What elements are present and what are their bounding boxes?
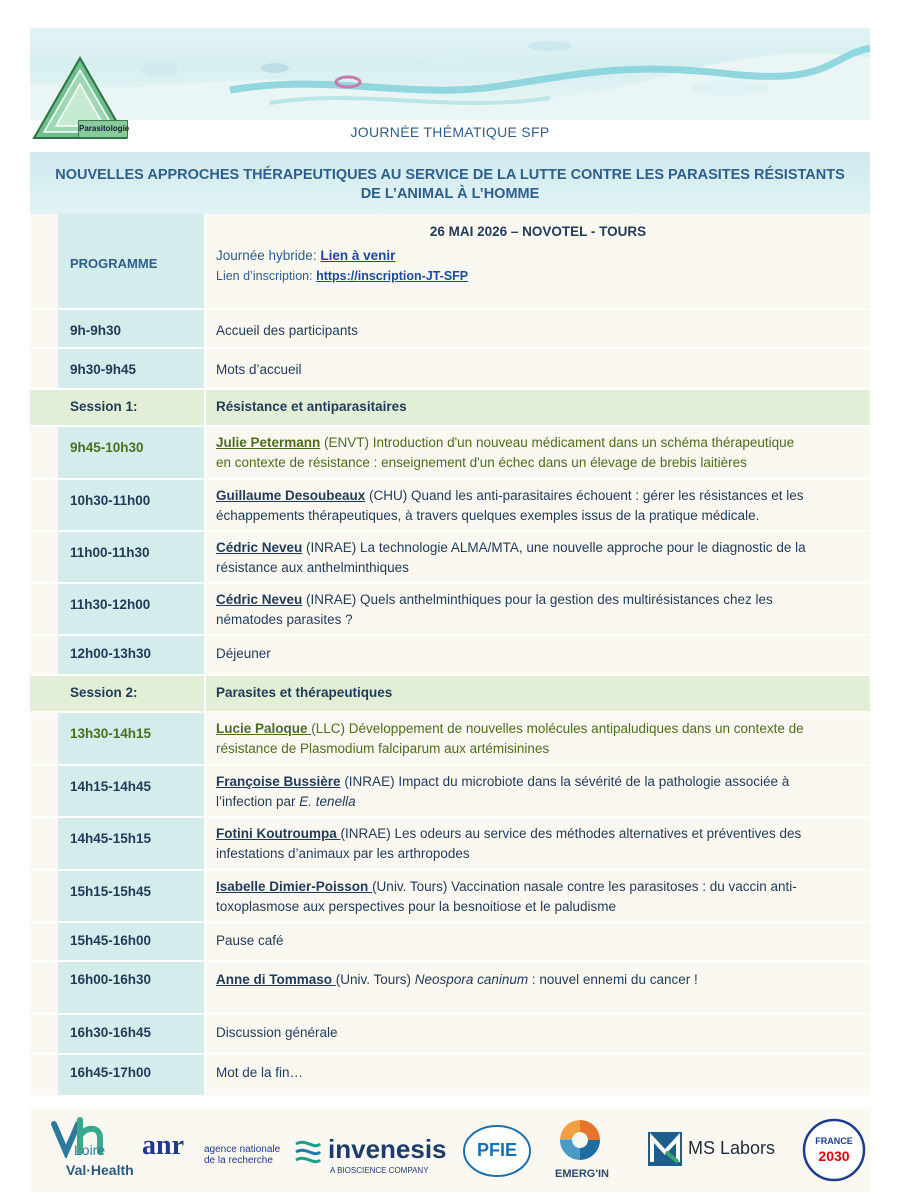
anr-logo bbox=[142, 1130, 292, 1180]
mslabors-logo bbox=[648, 1132, 796, 1172]
invenesis-text: invenesis bbox=[328, 1134, 447, 1164]
invenesis-helix-icon bbox=[292, 1136, 324, 1168]
schedule-time: 9h-9h30 bbox=[58, 310, 204, 347]
talk-text-line2: échappements thérapeutiques, à travers quelques exemples issus de la pratique médicale. bbox=[216, 508, 760, 523]
programme-table bbox=[30, 214, 870, 1097]
pfie-text: PFIE bbox=[476, 1140, 517, 1160]
schedule-text: Pause café bbox=[206, 923, 870, 960]
registration-link[interactable]: https://inscription-JT-SFP bbox=[316, 269, 469, 283]
speaker-name[interactable]: Guillaume Desoubeaux bbox=[216, 488, 366, 503]
schedule-text: Déjeuner bbox=[206, 636, 870, 674]
talk-text: (INRAE) La technologie ALMA/MTA, une nouvelle approche pour le diagnostic de la bbox=[302, 540, 806, 555]
talk-text-line2: résistance de Plasmodium falciparum aux artémisinines bbox=[216, 741, 550, 756]
schedule-time: 12h00-13h30 bbox=[58, 636, 204, 674]
loire-text: Loire bbox=[74, 1142, 106, 1158]
speaker-name[interactable]: Isabelle Dimier-Poisson bbox=[216, 879, 373, 894]
programme-header-row bbox=[30, 214, 870, 310]
schedule-text: Accueil des participants bbox=[206, 310, 870, 347]
talk-text-line2: nématodes parasites ? bbox=[216, 612, 353, 627]
emergin-logo bbox=[536, 1116, 622, 1186]
france-year-text: 2030 bbox=[818, 1148, 850, 1164]
schedule-row bbox=[30, 310, 870, 349]
schedule-text: Mots d’accueil bbox=[206, 349, 870, 388]
session-label: Session 2: bbox=[58, 676, 204, 711]
schedule-time: 11h30-12h00 bbox=[58, 584, 204, 634]
registration-label: Lien d’inscription: bbox=[216, 269, 317, 283]
sponsor-bar bbox=[30, 1108, 870, 1192]
talk-row bbox=[30, 480, 870, 532]
talk-row bbox=[30, 962, 870, 1015]
talk-row bbox=[30, 871, 870, 923]
schedule-time: 16h00-16h30 bbox=[58, 962, 204, 1013]
schedule-time: 11h00-11h30 bbox=[58, 532, 204, 582]
talk-text: (INRAE) Impact du microbiote dans la sévérité de la pathologie associée à bbox=[340, 774, 790, 789]
talk-text: (Univ. Tours) Vaccination nasale contre les parasitoses : du vaccin anti- bbox=[372, 879, 797, 894]
programme-label: PROGRAMME bbox=[58, 214, 204, 308]
talk-row bbox=[30, 584, 870, 636]
talk-row bbox=[30, 766, 870, 818]
session-title: Parasites et thérapeutiques bbox=[206, 676, 870, 711]
date-location: 26 MAI 2026 – NOVOTEL - TOURS bbox=[429, 224, 647, 239]
talk-text: (CHU) Quand les anti-parasitaires échouent : gérer les résistances et les bbox=[365, 488, 804, 503]
session-label: Session 1: bbox=[58, 390, 204, 425]
schedule-time: 15h45-16h00 bbox=[58, 923, 204, 960]
talk-text: (LLC) Développement de nouvelles molécules antipaludiques dans un contexte de bbox=[311, 721, 804, 736]
speaker-name[interactable]: Julie Petermann bbox=[216, 435, 321, 450]
talk-text-end: : nouvel ennemi du cancer ! bbox=[528, 972, 698, 987]
schedule-text: Mot de la fin… bbox=[206, 1055, 870, 1095]
talk-text-line2: infestations d’animaux par les arthropodes bbox=[216, 846, 470, 861]
talk-text-line2: toxoplasmose aux perspectives pour la besnoitiose et le paludisme bbox=[216, 899, 616, 914]
species-name: Neospora caninum bbox=[414, 972, 529, 987]
anr-sub-1: agence nationale bbox=[204, 1144, 281, 1155]
talk-text: (INRAE) Les odeurs au service des méthodes alternatives et préventives des bbox=[340, 826, 802, 841]
valhealth-text: Val·Health bbox=[66, 1162, 134, 1178]
session-row bbox=[30, 676, 870, 713]
talk-row bbox=[30, 713, 870, 766]
talk-text: (ENVT) Introduction d'un nouveau médicament dans un schéma thérapeutique bbox=[320, 435, 795, 450]
schedule-time: 16h45-17h00 bbox=[58, 1055, 204, 1095]
anr-sub-2: de la recherche bbox=[204, 1155, 273, 1166]
speaker-name[interactable]: Lucie Paloque bbox=[216, 721, 312, 736]
mslabors-text: MS Labors bbox=[688, 1138, 776, 1158]
schedule-row bbox=[30, 349, 870, 390]
banner-wave bbox=[30, 28, 870, 120]
mslabors-mark-icon bbox=[648, 1132, 682, 1166]
schedule-time: 14h45-15h15 bbox=[58, 818, 204, 869]
schedule-time: 13h30-14h15 bbox=[58, 713, 204, 764]
france2030-logo bbox=[802, 1118, 866, 1182]
schedule-time: 14h15-14h45 bbox=[58, 766, 204, 816]
emergin-swirl-icon bbox=[556, 1116, 604, 1164]
talk-text: (INRAE) Quels anthelminthiques pour la gestion des multirésistances chez les bbox=[302, 592, 773, 607]
talk-text-line2: l’infection par bbox=[216, 794, 300, 809]
schedule-time: 9h30-9h45 bbox=[58, 349, 204, 388]
speaker-name[interactable]: Cédric Neveu bbox=[216, 592, 303, 607]
pfie-logo bbox=[462, 1124, 532, 1178]
event-subtitle: JOURNÉE THÉMATIQUE SFP bbox=[350, 124, 550, 140]
header-banner bbox=[30, 28, 870, 120]
speaker-name[interactable]: Anne di Tommaso bbox=[216, 972, 336, 987]
schedule-row bbox=[30, 923, 870, 962]
invenesis-logo bbox=[292, 1134, 462, 1184]
schedule-time: 10h30-11h00 bbox=[58, 480, 204, 530]
speaker-name[interactable]: Cédric Neveu bbox=[216, 540, 303, 555]
schedule-text: Discussion générale bbox=[206, 1015, 870, 1053]
schedule-row bbox=[30, 1055, 870, 1097]
anr-text: anr bbox=[142, 1130, 184, 1161]
talk-text: (Univ. Tours) bbox=[335, 972, 415, 987]
talk-row bbox=[30, 532, 870, 584]
session-row bbox=[30, 390, 870, 427]
invenesis-sub: A BIOSCIENCE COMPANY bbox=[330, 1166, 429, 1175]
species-name: E. tenella bbox=[299, 794, 356, 809]
schedule-row bbox=[30, 636, 870, 676]
speaker-name[interactable]: Françoise Bussière bbox=[216, 774, 341, 789]
loire-valhealth-logo bbox=[44, 1116, 144, 1186]
talk-text-line2: résistance aux anthelminthiques bbox=[216, 560, 409, 575]
hybrid-label: Journée hybride: bbox=[216, 248, 321, 263]
event-title bbox=[30, 152, 870, 214]
session-title: Résistance et antiparasitaires bbox=[206, 390, 870, 425]
logo-label: Parasitologie bbox=[78, 120, 128, 138]
speaker-name[interactable]: Fotini Koutroumpa bbox=[216, 826, 341, 841]
talk-row bbox=[30, 427, 870, 480]
talk-row bbox=[30, 818, 870, 871]
schedule-row bbox=[30, 1015, 870, 1055]
title-line-1: NOUVELLES APPROCHES THÉRAPEUTIQUES AU SERVICE DE LA LUTTE CONTRE LES PARASITES RÉSISTANTS bbox=[55, 167, 845, 183]
schedule-time: 9h45-10h30 bbox=[58, 427, 204, 478]
schedule-time: 16h30-16h45 bbox=[58, 1015, 204, 1053]
schedule-time: 15h15-15h45 bbox=[58, 871, 204, 921]
talk-text-line2: en contexte de résistance : enseignement d'un échec dans un élevage de brebis laitières bbox=[216, 455, 747, 470]
emergin-text: EMERG'IN bbox=[555, 1168, 609, 1180]
hybrid-link[interactable]: Lien à venir bbox=[320, 248, 396, 263]
france-text: FRANCE bbox=[815, 1136, 853, 1146]
title-line-2: DE L’ANIMAL À L’HOMME bbox=[360, 186, 540, 202]
